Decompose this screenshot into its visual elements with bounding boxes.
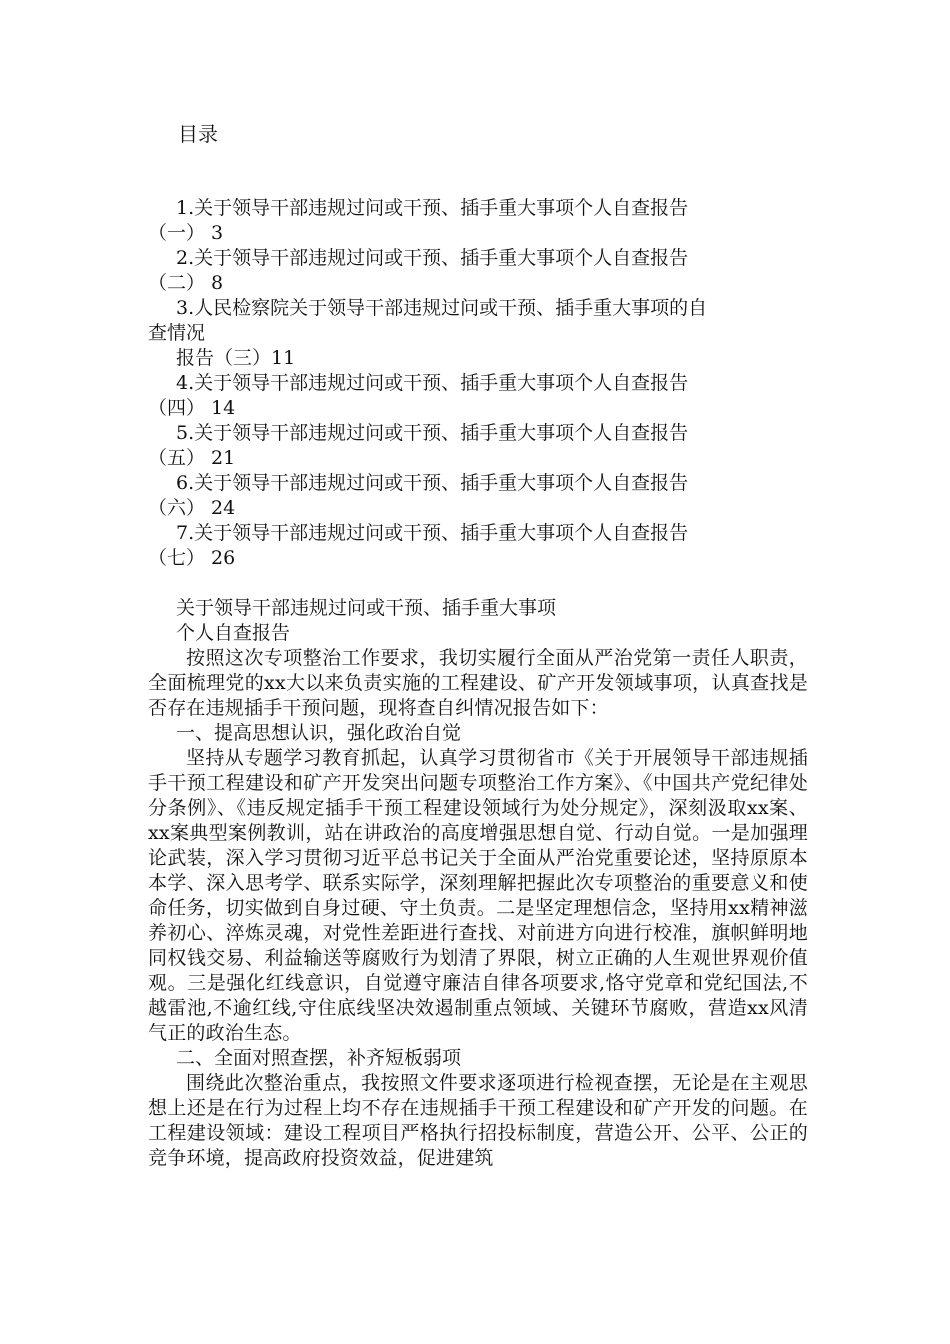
toc-item-page: 报告（三）11 <box>176 347 296 369</box>
toc-item-page: （二） 8 <box>148 272 224 294</box>
toc-item-title: 2.关于领导干部违规过问或干预、插手重大事项个人自查报告 <box>176 247 689 269</box>
toc-item-7[interactable] <box>148 521 808 571</box>
toc-item-page: （四） 14 <box>148 397 236 419</box>
toc-item-4[interactable] <box>148 371 808 421</box>
report-title-line-2: 个人自查报告 <box>176 622 291 644</box>
toc-item-1[interactable] <box>148 196 808 246</box>
section-1-heading: 一、提高思想认识，强化政治自觉 <box>176 722 462 744</box>
document-page <box>148 0 808 1344</box>
toc-item-page: （六） 24 <box>148 497 236 519</box>
report-body <box>148 596 808 1171</box>
toc-item-5[interactable] <box>148 421 808 471</box>
toc-item-2[interactable] <box>148 246 808 296</box>
toc-item-title: 6.关于领导干部违规过问或干预、插手重大事项个人自查报告 <box>176 472 689 494</box>
toc-item-3[interactable] <box>148 296 808 371</box>
section-2-heading: 二、全面对照查摆，补齐短板弱项 <box>176 1047 462 1069</box>
toc-item-title: 3.人民检察院关于领导干部违规过问或干预、插手重大事项的自 <box>176 297 708 319</box>
table-of-contents <box>148 196 808 571</box>
toc-item-title: 1.关于领导干部违规过问或干预、插手重大事项个人自查报告 <box>176 197 689 219</box>
section-1-paragraph: 坚持从专题学习教育抓起，认真学习贯彻省市《关于开展领导干部违规插手干预工程建设和矿产开发突出问题专项整治工作方案》、《中国共产党纪律处分条例》、《违反规定插手干预工程建设领域行为处分规定》，深刻汲取xx案、xx案典型案例教训，站在讲政治的高度增强思想自觉、行动自觉。一是加强理论武装，深入学习贯彻习近平总书记关于全面从严治党重要论述，坚持原原本本学、深入思考学、联系实际学，深刻理解把握此次专项整治的重要意义和使命任务，切实做到自身过硬、守土负责。二是坚定理想信念，坚持用xx精神滋养初心、淬炼灵魂，对党性差距进行查找、对前进方向进行校准，旗帜鲜明地同权钱交易、利益输送等腐败行为划清了界限，树立正确的人生观世界观价值观。三是强化红线意识，自觉遵守廉洁自律各项要求,恪守党章和党纪国法,不越雷池,不逾红线,守住底线坚决效遏制重点领域、关键环节腐败，营造xx风清气正的政治生态。 <box>148 747 808 1044</box>
section-2-paragraph: 围绕此次整治重点，我按照文件要求逐项进行检视查摆，无论是在主观思想上还是在行为过程上均不存在违规插手干预工程建设和矿产开发的问题。在工程建设领域：建设工程项目严格执行招投标制度，营造公开、公平、公正的竞争环境，提高政府投资效益，促进建筑 <box>148 1072 808 1169</box>
toc-item-title-cont: 查情况 <box>148 322 206 344</box>
report-title-line-1: 关于领导干部违规过问或干预、插手重大事项 <box>176 597 557 619</box>
toc-item-title: 7.关于领导干部违规过问或干预、插手重大事项个人自查报告 <box>176 522 689 544</box>
toc-item-page: （七） 26 <box>148 547 236 569</box>
toc-item-page: （五） 21 <box>148 447 236 469</box>
toc-title: 目录 <box>178 122 218 146</box>
toc-item-6[interactable] <box>148 471 808 521</box>
intro-paragraph: 按照这次专项整治工作要求，我切实履行全面从严治党第一责任人职责，全面梳理党的xx大以来负责实施的工程建设、矿产开发领域事项，认真查找是否存在违规插手干预问题，现将查自纠情况报告如下： <box>148 647 808 719</box>
toc-item-title: 4.关于领导干部违规过问或干预、插手重大事项个人自查报告 <box>176 372 689 394</box>
toc-item-page: （一） 3 <box>148 222 224 244</box>
toc-item-title: 5.关于领导干部违规过问或干预、插手重大事项个人自查报告 <box>176 422 689 444</box>
